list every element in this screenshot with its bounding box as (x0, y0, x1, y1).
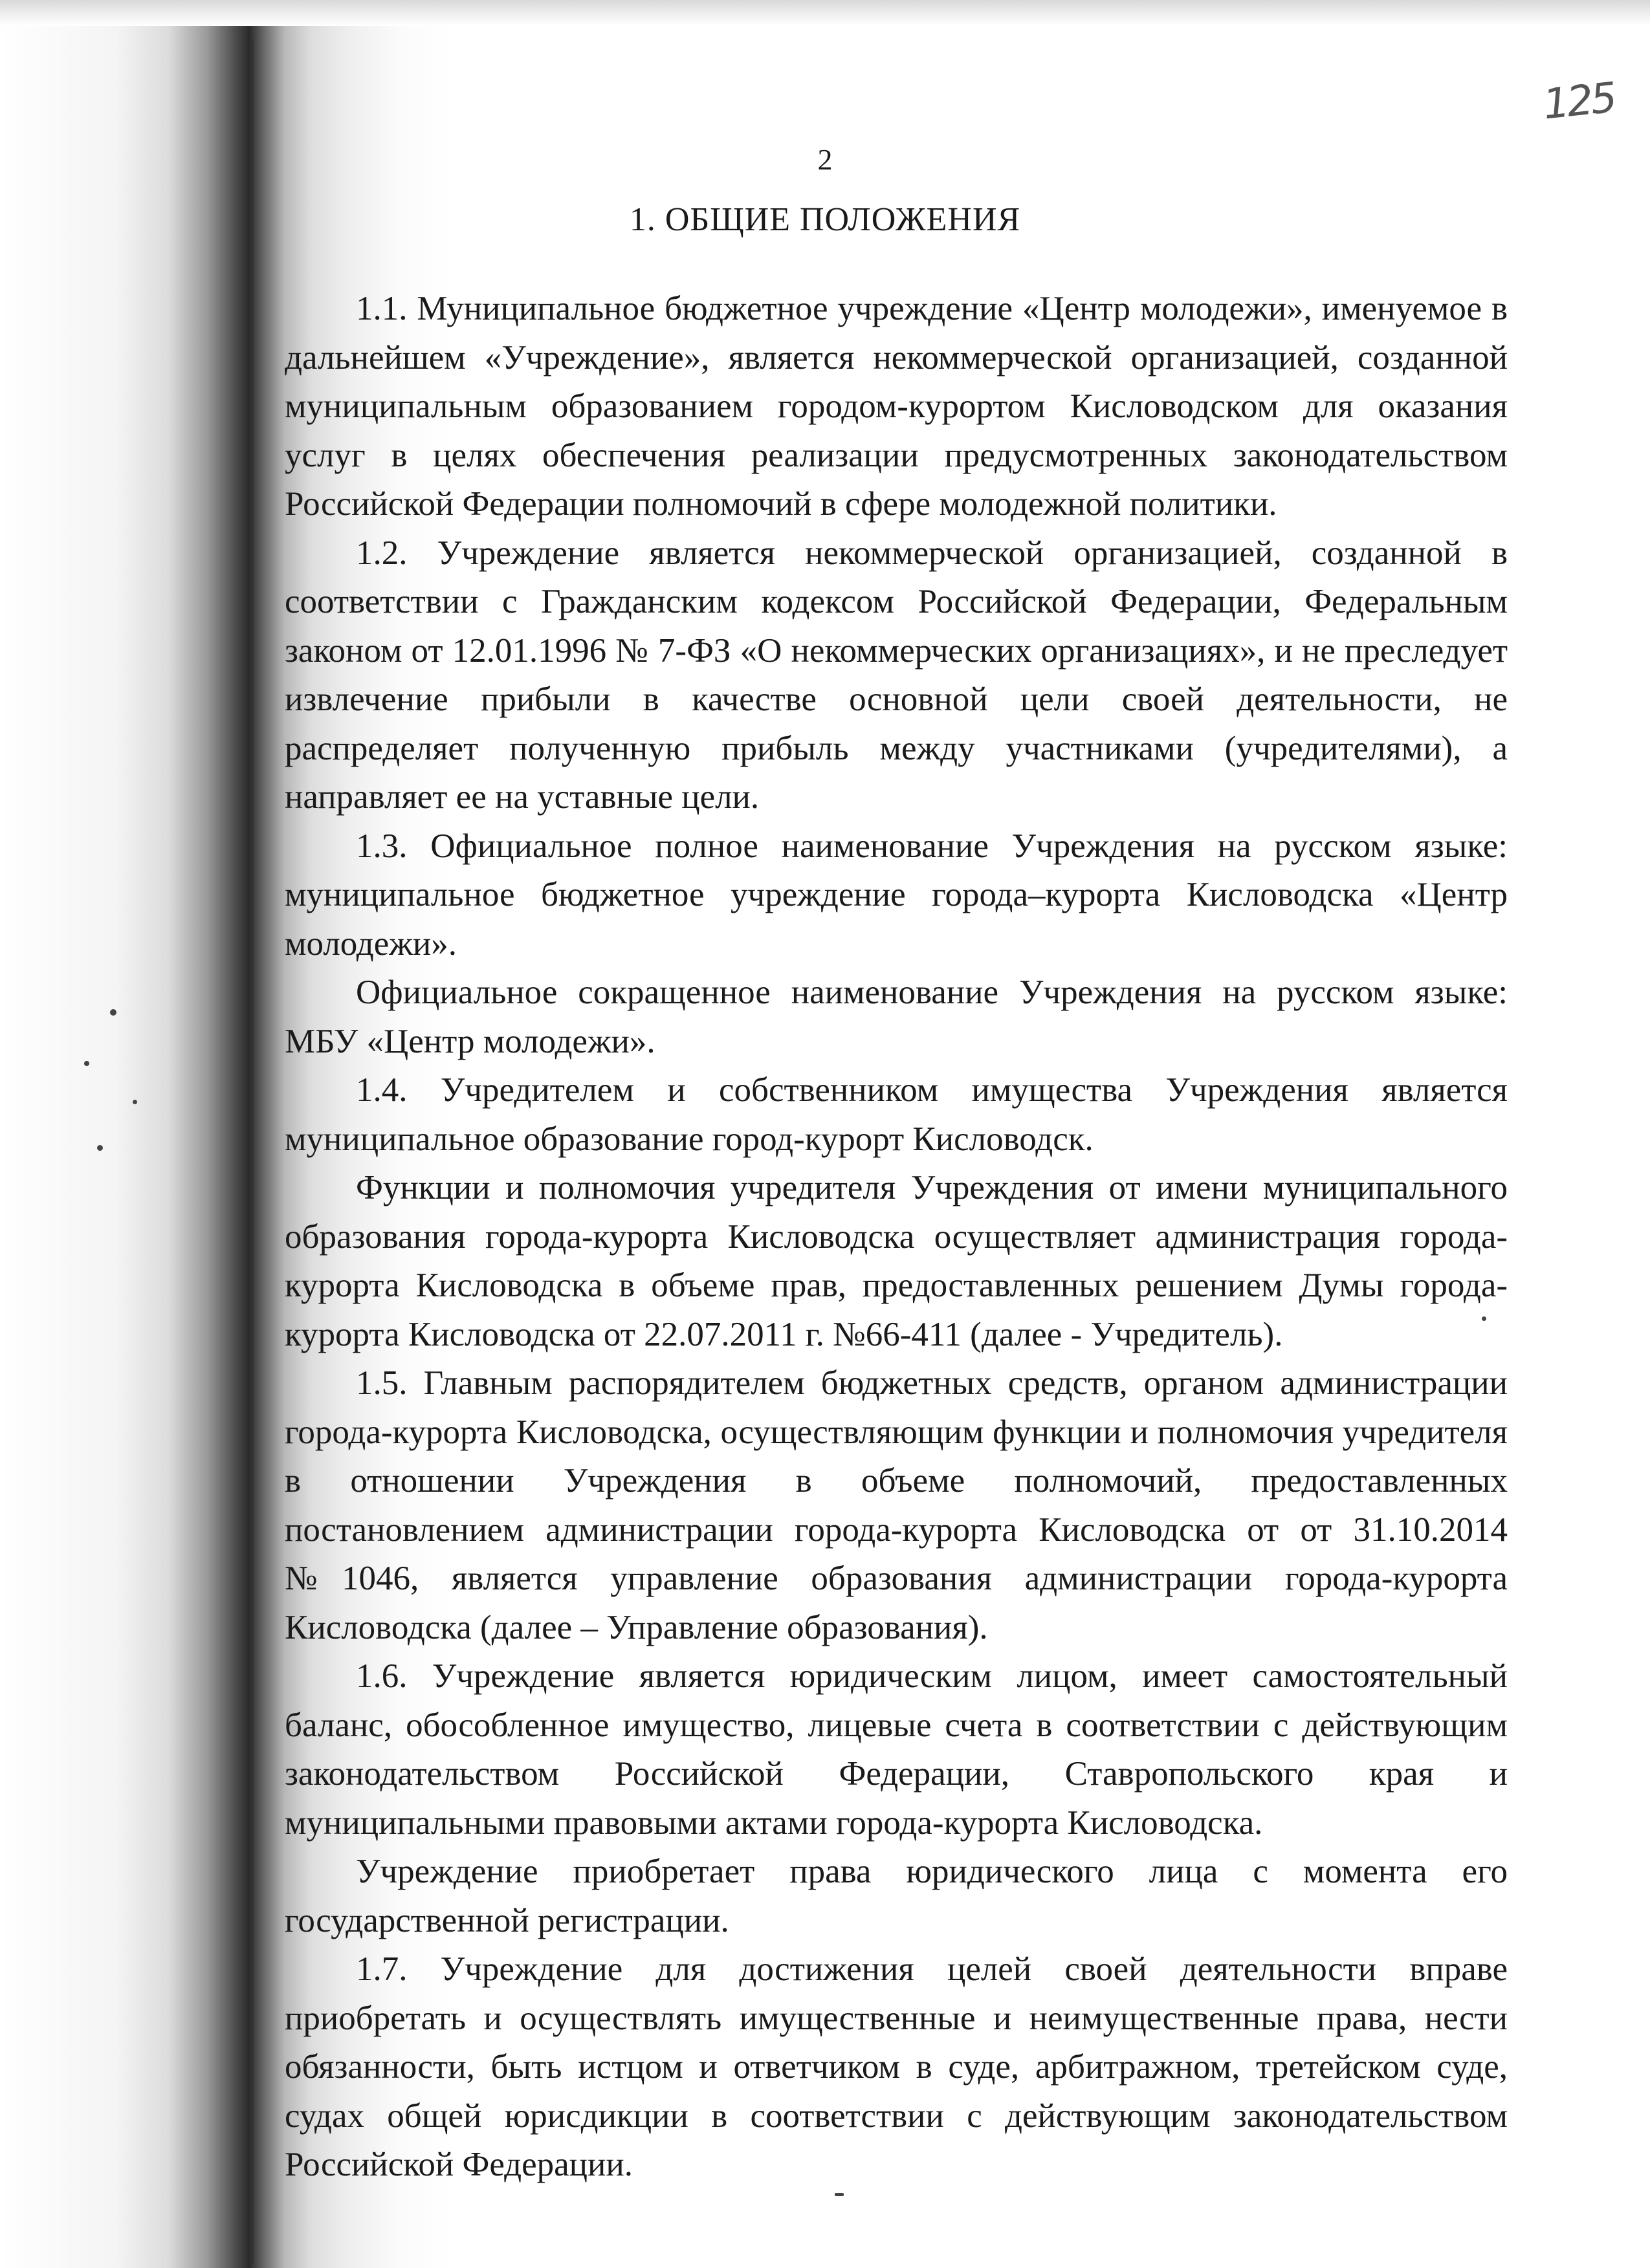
scan-speck (97, 1145, 103, 1151)
scan-speck (133, 1100, 137, 1104)
paragraph-1-6: 1.6. Учреждение является юридическим лицом, имеет самостоятельный баланс, обособленное имущество, лицевые счета в соответствии с действующим законодательством Российской Федерации, Ставропольского края и муниципальными правовыми актами города-курорта Кисловодска. (285, 1657, 1508, 1842)
paragraph-1-1: 1.1. Муниципальное бюджетное учреждение «Центр молодежи», именуемое в дальнейшем «Учреждение», является некоммерческой организацией, созданной муниципальным образованием городом-курортом Кисловодском для оказания услуг в целях обеспечения реализации предусмотренных законодательством Российской Федерации полномочий в сфере молодежной политики. (285, 290, 1508, 523)
page-number: 2 (817, 143, 833, 176)
page-top-edge-shadow (0, 0, 1650, 26)
handwritten-sheet-number: 125 (1541, 74, 1617, 129)
paragraph-1-3: 1.3. Официальное полное наименование Учреждения на русском языке: муниципальное бюджетное учреждение города–курорта Кисловодска «Центр молодежи». (285, 827, 1508, 963)
paragraph-1-3-short-name: Официальное сокращенное наименование Учреждения на русском языке: МБУ «Центр молодежи». (285, 974, 1508, 1060)
binding-fold-line (251, 39, 254, 2264)
paragraph-1-7: 1.7. Учреждение для достижения целей своей деятельности вправе приобретать и осуществлять имущественные и неимущественные права, нести обязанности, быть истцом и ответчиком в суде, арбитражном, третейском суде, судах общей юрисдикции в соответствии с действующим законодательством Российской Федерации. (285, 1950, 1508, 2183)
paragraph-1-5: 1.5. Главным распорядителем бюджетных средств, органом администрации города-курорта Кисловодска, осуществляющим функции и полномочия учредителя в отношении Учреждения в объеме полномочий, предоставленных постановлением администрации города-курорта Кисловодска от от 31.10.2014 №1046, является управление образования администрации города-курорта Кисловодска (далее – Управление образования). (285, 1364, 1508, 1646)
section-title: 1. ОБЩИЕ ПОЛОЖЕНИЯ (629, 201, 1021, 238)
scan-speck (110, 1009, 116, 1016)
paragraph-1-6-rights: Учреждение приобретает права юридического лица с момента его государственной регистрации. (285, 1853, 1508, 1939)
paragraph-1-4: 1.4. Учредителем и собственником имущества Учреждения является муниципальное образование город-курорт Кисловодск. (285, 1071, 1508, 1158)
paragraph-1-2: 1.2. Учреждение является некоммерческой организацией, созданной в соответствии с Гражданским кодексом Российской Федерации, Федеральным законом от 12.01.1996 № 7-ФЗ «О некоммерческих организациях», и не преследует извлечение прибыли в качестве основной цели своей деятельности, не распределяет полученную прибыль между участниками (учредителями), а направляет ее на уставные цели. (285, 534, 1508, 816)
paragraph-1-4-functions: Функции и полномочия учредителя Учреждения от имени муниципального образования города-курорта Кисловодска осуществляет администрация города-курорта Кисловодска в объеме прав, предоставленных решением Думы города-курорта Кисловодска от 22.07.2011 г. №66-411 (далее - Учредитель). (285, 1169, 1508, 1353)
scan-speck (835, 2193, 844, 2196)
document-body (285, 285, 1508, 2190)
scan-speck (84, 1061, 89, 1066)
